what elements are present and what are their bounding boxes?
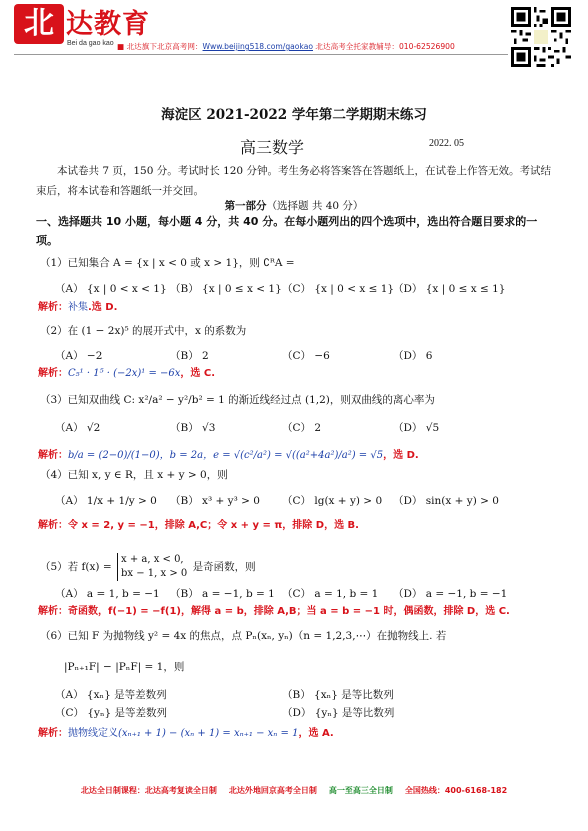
analysis-answer: 奇函数，f(−1) = −f(1)，解得 a = b，排除 A,B；当 a = b = −1 时，偶函数，排除 D，选 C.	[68, 606, 510, 617]
analysis-answer: ，选 D.	[383, 450, 419, 461]
analysis-note: 补集	[68, 302, 88, 313]
exam-date: 2022. 05	[429, 138, 464, 149]
logo-pinyin: Bei da gao kao	[67, 40, 114, 47]
analysis-note: 抛物线定义	[68, 728, 118, 739]
q4-option-d[interactable]: （D） sin(x + y) > 0	[393, 495, 499, 507]
q5-stem-suffix: 是奇函数，则	[192, 561, 256, 573]
q1-option-b[interactable]: （B） {x | 0 ≤ x < 1}	[170, 283, 282, 295]
website-link[interactable]: Www.beijing518.com/gaokao	[202, 42, 313, 51]
q5-option-a[interactable]: （A） a = 1, b = −1	[55, 588, 160, 600]
question-6-condition: |Pₙ₊₁F| − |PₙF| = 1，则	[64, 661, 185, 673]
question-5-stem	[40, 553, 256, 581]
part-heading	[0, 198, 588, 213]
part-subtitle: （选择题 共 40 分）	[266, 200, 364, 212]
analysis-formula: (xₙ₊₁ + 1) − (xₙ + 1) = xₙ₊₁ − xₙ = 1	[118, 728, 299, 739]
q1-option-d[interactable]: （D） {x | 0 ≤ x ≤ 1}	[393, 283, 506, 295]
analysis-label: 解析：	[38, 368, 68, 379]
q1-option-a[interactable]: （A） {x | 0 < x < 1}	[55, 283, 167, 295]
q3-option-c[interactable]: （C） 2	[282, 422, 322, 434]
analysis-label: 解析：	[38, 450, 68, 461]
q6-analysis	[38, 724, 334, 739]
section-title: 一、选择题共 10 小题，每小题 4 分，共 40 分。在每小题列出的四个选项中，选出符合题目要求的一项。	[36, 215, 538, 247]
q3-option-b[interactable]: （B） √3	[170, 422, 216, 434]
analysis-label: 解析：	[38, 606, 68, 617]
logo-mark: 北	[14, 4, 64, 44]
exam-title: 海淀区 2021-2022 学年第二学期期末练习	[161, 107, 427, 123]
footer-hotline: 全国热线：400-6168-182	[404, 786, 508, 795]
q4-analysis	[38, 516, 359, 531]
q6-option-b[interactable]: （B） {xₙ} 是等比数列	[282, 689, 394, 701]
q5-stem-prefix: （5）若 f(x) =	[40, 561, 112, 573]
q1-analysis	[38, 298, 117, 313]
q5-option-b[interactable]: （B） a = −1, b = 1	[170, 588, 275, 600]
analysis-answer: .选 D.	[88, 302, 118, 313]
subject-title: 高三数学	[240, 138, 305, 157]
header-info-prefix: ■ 北达旗下北京高考网：	[117, 42, 203, 51]
question-6-stem: （6）已知 F 为抛物线 y² = 4x 的焦点，点 Pₙ(xₙ, yₙ)（n = 1,2,3,⋯）在抛物线上. 若	[40, 630, 447, 642]
q3-analysis	[38, 446, 419, 461]
footer-program: 北达外地回京高考全日制	[228, 786, 317, 795]
q6-option-c[interactable]: （C） {yₙ} 是等差数列	[55, 707, 168, 719]
q5-analysis	[38, 602, 510, 617]
qr-code-icon	[511, 7, 571, 67]
question-3-stem: （3）已知双曲线 C: x²/a² − y²/b² = 1 的渐近线经过点 (1,2)，则双曲线的离心率为	[40, 394, 435, 406]
footer-course: 北达全日制课程：北达高考复读全日制	[80, 786, 217, 795]
q5-option-d[interactable]: （D） a = −1, b = −1	[393, 588, 508, 600]
q4-option-a[interactable]: （A） 1/x + 1/y > 0	[55, 495, 157, 507]
question-2-stem: （2）在 (1 − 2x)⁵ 的展开式中，x 的系数为	[40, 325, 247, 337]
footer	[0, 785, 588, 796]
instructions: 本试卷共 7 页，150 分。考试时长 120 分钟。考生务必将答案答在答题纸上，在试卷上作答无效。考试结束后，将本试卷和答题纸一并交回。	[36, 165, 551, 197]
analysis-answer: ，选 C.	[180, 368, 216, 379]
part-label: 第一部分	[224, 200, 267, 212]
analysis-answer: ，选 A.	[298, 728, 334, 739]
q3-option-a[interactable]: （A） √2	[55, 422, 101, 434]
header-divider	[14, 54, 508, 55]
question-1-stem: （1）已知集合 A = {x | x < 0 或 x > 1}，则 ∁ᴿA =	[40, 257, 295, 269]
analysis-formula: b/a = (2−0)/(1−0)，b = 2a，e = √(c²/a²) = √((a²+4a²)/a²) = √5	[68, 450, 384, 461]
analysis-label: 解析：	[38, 520, 68, 531]
q6-option-a[interactable]: （A） {xₙ} 是等差数列	[55, 689, 167, 701]
q2-option-c[interactable]: （C） −6	[282, 350, 330, 362]
q1-option-c[interactable]: （C） {x | 0 < x ≤ 1}	[282, 283, 395, 295]
q4-option-c[interactable]: （C） lg(x + y) > 0	[282, 495, 383, 507]
q2-option-d[interactable]: （D） 6	[393, 350, 433, 362]
analysis-formula: C₅¹ · 1⁵ · (−2x)¹ = −6x	[68, 368, 181, 379]
analysis-answer: 令 x = 2, y = −1，排除 A,C；令 x + y = π，排除 D，选 B.	[68, 520, 359, 531]
q4-option-b[interactable]: （B） x³ + y³ > 0	[170, 495, 260, 507]
analysis-label: 解析：	[38, 302, 68, 313]
logo-text: 达教育	[66, 9, 150, 40]
footer-grades: 高一至高三全日制	[328, 786, 393, 795]
q5-option-c[interactable]: （C） a = 1, b = 1	[282, 588, 379, 600]
q2-analysis	[38, 364, 215, 379]
q5-case-2: bx − 1, x > 0	[121, 568, 188, 579]
q3-option-d[interactable]: （D） √5	[393, 422, 440, 434]
analysis-label: 解析：	[38, 728, 68, 739]
q6-option-d[interactable]: （D） {yₙ} 是等比数列	[282, 707, 395, 719]
q5-piecewise	[117, 553, 187, 581]
header-info	[117, 41, 455, 52]
q5-case-1: x + a, x < 0,	[121, 554, 184, 565]
q2-option-b[interactable]: （B） 2	[170, 350, 209, 362]
header-info-suffix: 北达高考全托家教辅导：010-62526900	[313, 42, 455, 51]
question-4-stem: （4）已知 x, y ∈ R，且 x + y > 0，则	[40, 469, 228, 481]
q2-option-a[interactable]: （A） −2	[55, 350, 103, 362]
